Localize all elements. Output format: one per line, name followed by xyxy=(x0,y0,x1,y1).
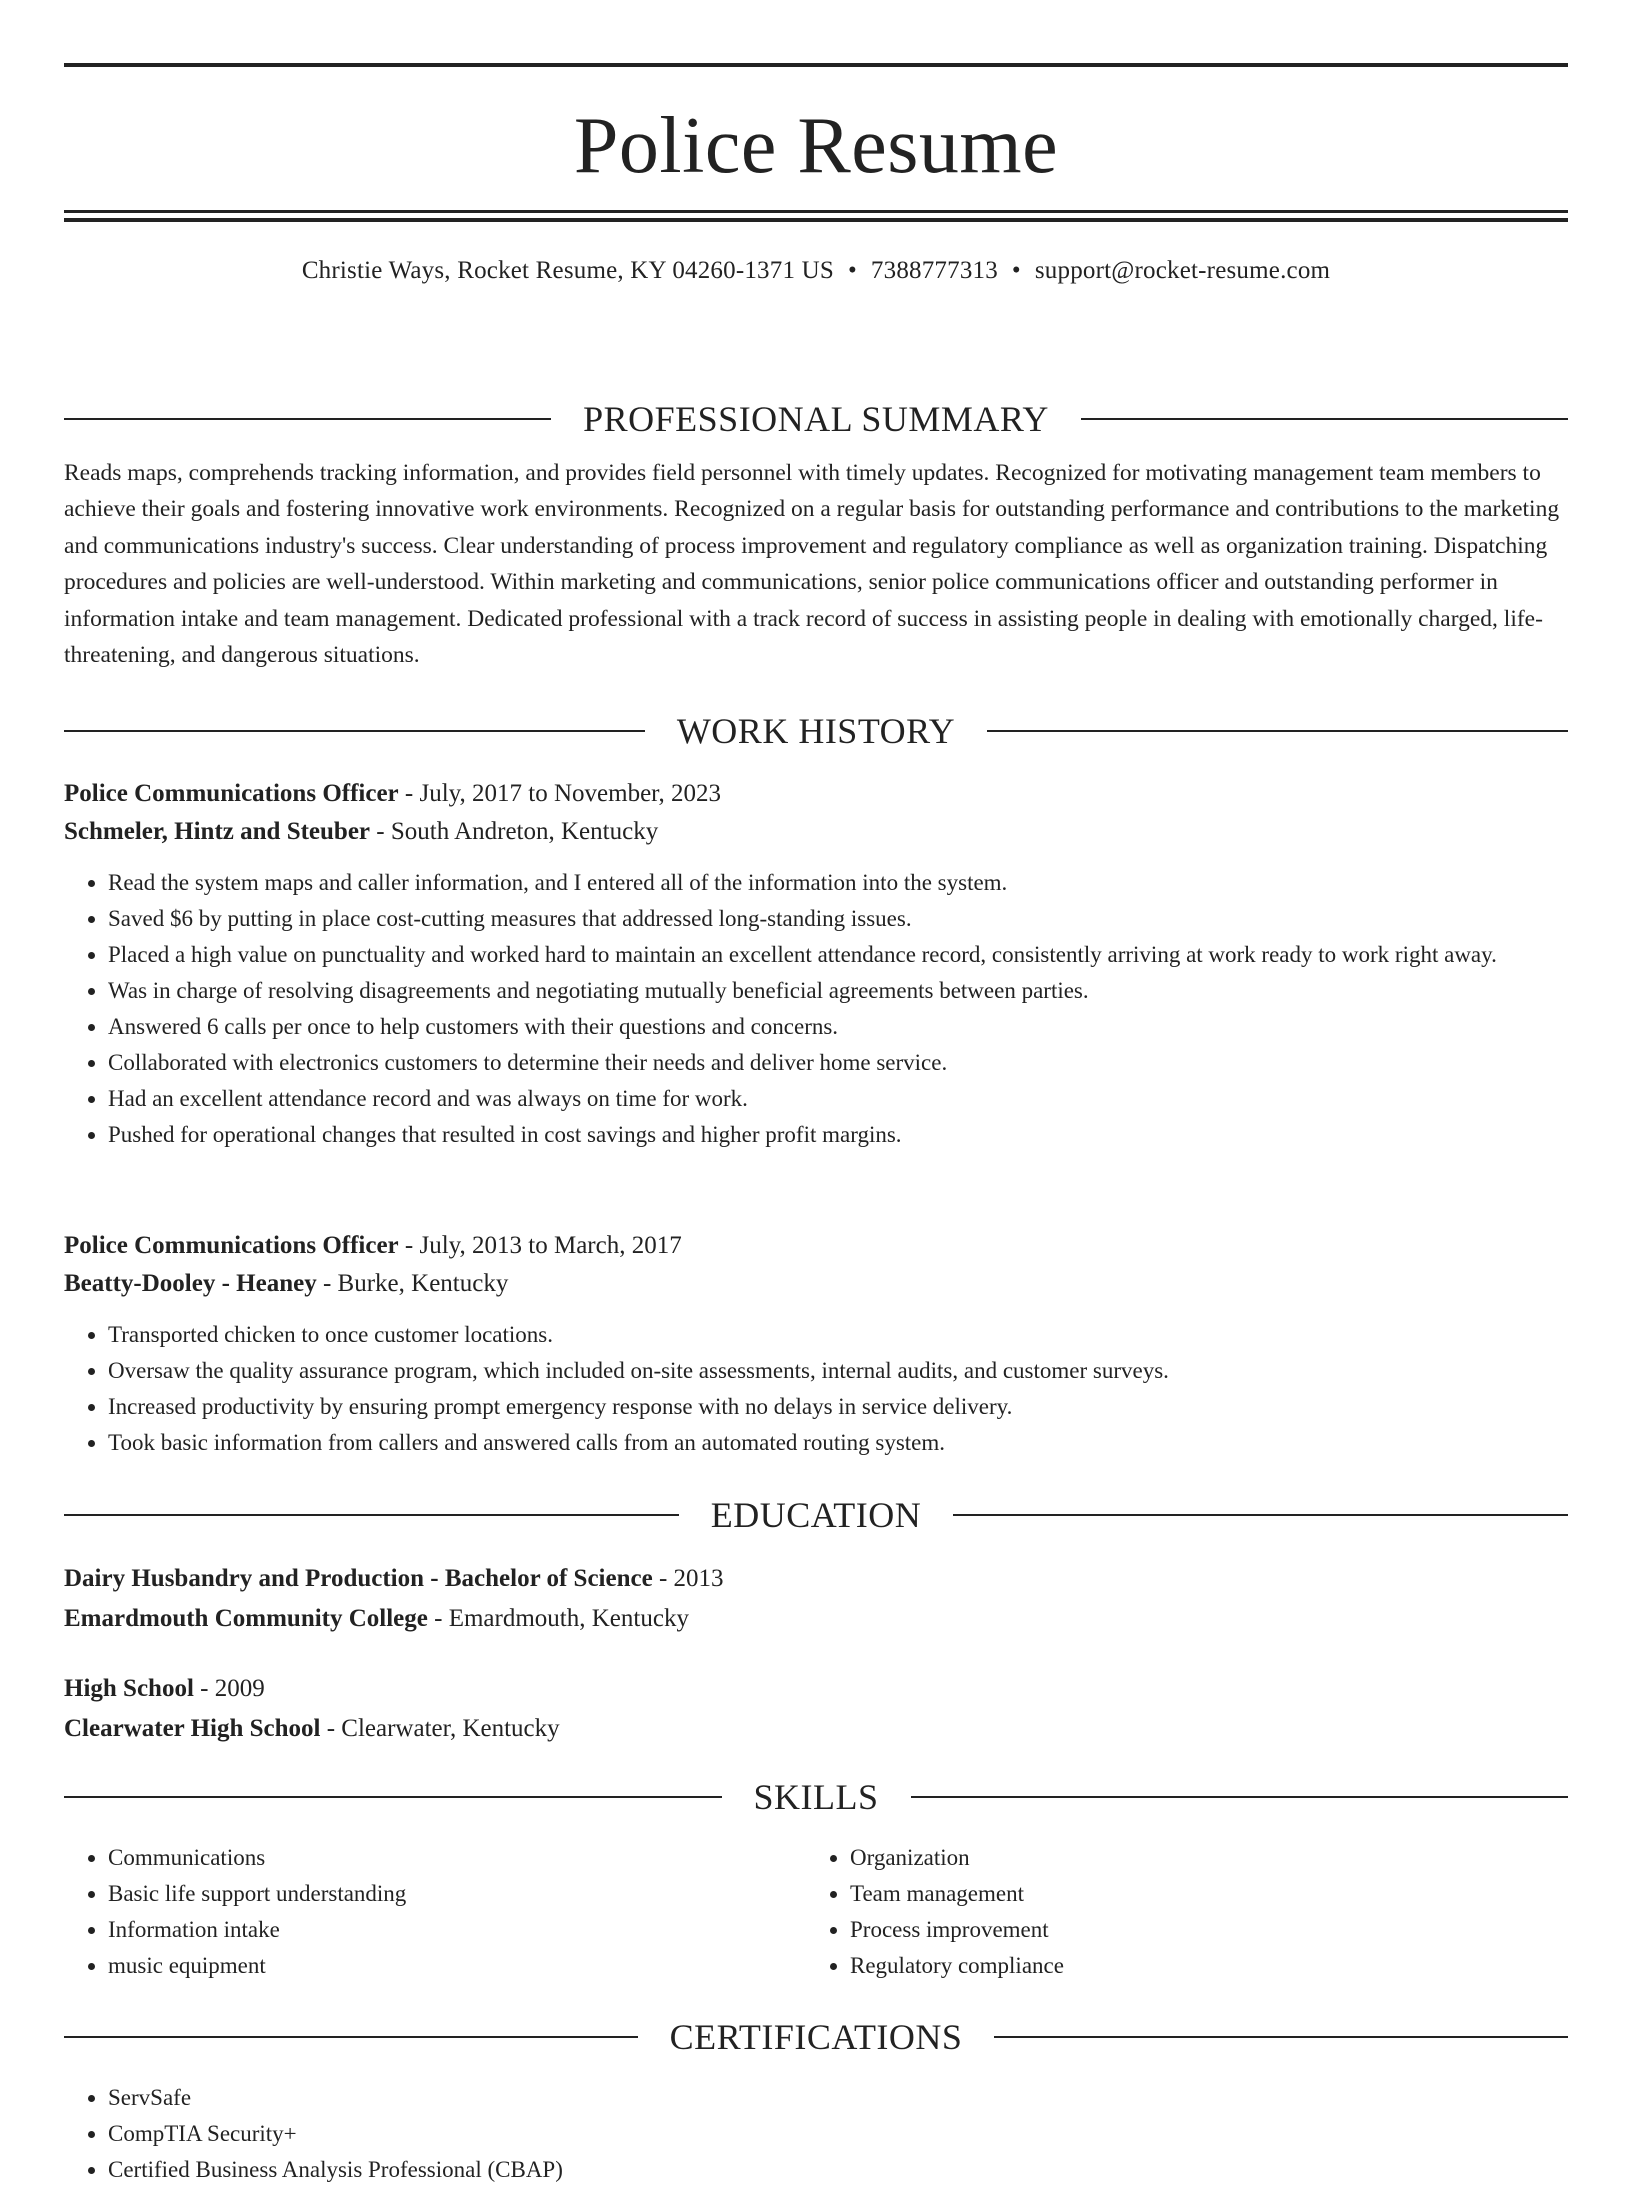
job-dates: - July, 2013 to March, 2017 xyxy=(398,1232,682,1259)
job-title-line xyxy=(64,1227,1568,1265)
skills-list-right xyxy=(806,1840,1548,1984)
header-top-rule xyxy=(64,63,1568,67)
job-company: Schmeler, Hintz and Steuber xyxy=(64,818,371,845)
heading-rule-left xyxy=(64,418,551,420)
list-item: • ServSafe xyxy=(108,2080,1568,2116)
education-degree: High School xyxy=(64,1675,194,1702)
list-item: • Information intake xyxy=(108,1912,806,1948)
work-heading: WORK HISTORY xyxy=(676,711,956,751)
list-item: • Increased productivity by ensuring prompt emergency response with no delays in service delivery. xyxy=(108,1389,1568,1425)
work-history-section xyxy=(64,711,1568,751)
education-location: - Clearwater, Kentucky xyxy=(320,1715,560,1742)
list-item: • Basic life support understanding xyxy=(108,1876,806,1912)
education-entry xyxy=(64,1559,1568,1639)
education-location: - Emardmouth, Kentucky xyxy=(427,1605,689,1632)
summary-section xyxy=(64,399,1568,673)
heading-rule-left xyxy=(64,730,645,732)
heading-rule-left xyxy=(64,2036,638,2038)
job-bullets xyxy=(64,865,1568,1153)
skills-heading: SKILLS xyxy=(753,1777,879,1817)
summary-heading-row xyxy=(64,399,1568,439)
contact-email[interactable]: support@rocket-resume.com xyxy=(1034,257,1331,284)
skills-section xyxy=(64,1777,1568,1817)
contact-phone: 7388777313 xyxy=(870,257,998,284)
list-item: • Collaborated with electronics customers to determine their needs and deliver home service. xyxy=(108,1045,1568,1081)
job-location: - Burke, Kentucky xyxy=(316,1270,509,1297)
list-item: • Answered 6 calls per once to help customers with their questions and concerns. xyxy=(108,1009,1568,1045)
job-company-line xyxy=(64,1265,1568,1303)
list-item: • Took basic information from callers and answered calls from an automated routing system. xyxy=(108,1425,1568,1461)
education-heading: EDUCATION xyxy=(710,1495,922,1535)
job-location: - South Andreton, Kentucky xyxy=(370,818,659,845)
list-item: • Process improvement xyxy=(850,1912,1548,1948)
heading-rule-right xyxy=(994,2036,1568,2038)
job-title: Police Communications Officer xyxy=(64,1232,399,1259)
list-item: • Pushed for operational changes that resulted in cost savings and higher profit margins. xyxy=(108,1117,1568,1153)
skills-heading-row xyxy=(64,1777,1568,1817)
education-school-line xyxy=(64,1599,1568,1639)
resume-page xyxy=(0,63,1632,2182)
list-item: • Transported chicken to once customer locations. xyxy=(108,1317,1568,1353)
education-year: - 2009 xyxy=(193,1675,265,1702)
certifications-list xyxy=(64,2080,1568,2188)
job-entry xyxy=(64,1227,1568,1461)
job-bullets xyxy=(64,1317,1568,1461)
header-double-rule xyxy=(64,210,1568,222)
list-item: • Oversaw the quality assurance program, which included on-site assessments, internal audits, and customer surveys. xyxy=(108,1353,1568,1389)
education-heading-row xyxy=(64,1495,1568,1535)
list-item: • Read the system maps and caller information, and I entered all of the information into the system. xyxy=(108,865,1568,901)
education-school-line xyxy=(64,1709,1568,1749)
job-company-line xyxy=(64,813,1568,851)
education-section xyxy=(64,1495,1568,1535)
certifications-heading: CERTIFICATIONS xyxy=(669,2017,963,2057)
list-item: • Had an excellent attendance record and was always on time for work. xyxy=(108,1081,1568,1117)
certifications-heading-row xyxy=(64,2017,1568,2057)
list-item: • music equipment xyxy=(108,1948,806,1984)
education-school: Clearwater High School xyxy=(64,1715,321,1742)
heading-rule-left xyxy=(64,1796,722,1798)
contact-separator: • xyxy=(1011,257,1021,284)
job-entry xyxy=(64,775,1568,1153)
list-item: • Placed a high value on punctuality and worked hard to maintain an excellent attendance record, consistently arriving at work ready to work right away. xyxy=(108,937,1568,973)
heading-rule-left xyxy=(64,1514,679,1516)
education-entry xyxy=(64,1669,1568,1749)
heading-rule-right xyxy=(911,1796,1569,1798)
list-item: • Was in charge of resolving disagreements and negotiating mutually beneficial agreements between parties. xyxy=(108,973,1568,1009)
summary-text: Reads maps, comprehends tracking information, and provides field personnel with timely updates. Recognized for motivating management team members to achieve their goals and fostering innovative work environments. Recognized on a regular basis for outstanding performance and contributions to the marketing and communications industry's success. Clear understanding of process improvement and regulatory compliance as well as organization training. Dispatching procedures and policies are well-understood. Within marketing and communications, senior police communications officer and outstanding performer in information intake and team management. Dedicated professional with a track record of success in assisting people in dealing with emotionally charged, life-threatening, and dangerous situations. xyxy=(64,460,1560,669)
list-item: • Communications xyxy=(108,1840,806,1876)
education-school: Emardmouth Community College xyxy=(64,1605,428,1632)
skills-column-left xyxy=(64,1840,806,1984)
list-item: • Certified Business Analysis Professional (CBAP) xyxy=(108,2152,1568,2188)
contact-address: Christie Ways, Rocket Resume, KY 04260-1371 US xyxy=(301,257,834,284)
work-heading-row xyxy=(64,711,1568,751)
heading-rule-right xyxy=(953,1514,1568,1516)
education-degree-line xyxy=(64,1669,1568,1709)
certifications-section xyxy=(64,2017,1568,2057)
contact-separator: • xyxy=(847,257,857,284)
education-degree-line xyxy=(64,1559,1568,1599)
resume-title: Police Resume xyxy=(573,102,1059,190)
contact-line xyxy=(64,255,1568,287)
list-item: • CompTIA Security+ xyxy=(108,2116,1568,2152)
list-item: • Team management xyxy=(850,1876,1548,1912)
summary-heading: PROFESSIONAL SUMMARY xyxy=(583,399,1049,439)
job-dates: - July, 2017 to November, 2023 xyxy=(398,780,721,807)
certifications-list-wrap xyxy=(64,2080,1568,2188)
skills-column-right xyxy=(806,1840,1548,1984)
list-item: • Organization xyxy=(850,1840,1548,1876)
heading-rule-right xyxy=(987,730,1568,732)
list-item: • Regulatory compliance xyxy=(850,1948,1548,1984)
education-degree: Dairy Husbandry and Production - Bachelor of Science xyxy=(64,1565,653,1592)
job-title: Police Communications Officer xyxy=(64,780,399,807)
job-company: Beatty-Dooley - Heaney xyxy=(64,1270,317,1297)
skills-list-left xyxy=(64,1840,806,1984)
heading-rule-right xyxy=(1081,418,1568,420)
job-title-line xyxy=(64,775,1568,813)
education-year: - 2013 xyxy=(652,1565,724,1592)
list-item: • Saved $6 by putting in place cost-cutting measures that addressed long-standing issues. xyxy=(108,901,1568,937)
skills-grid xyxy=(64,1840,1568,1984)
